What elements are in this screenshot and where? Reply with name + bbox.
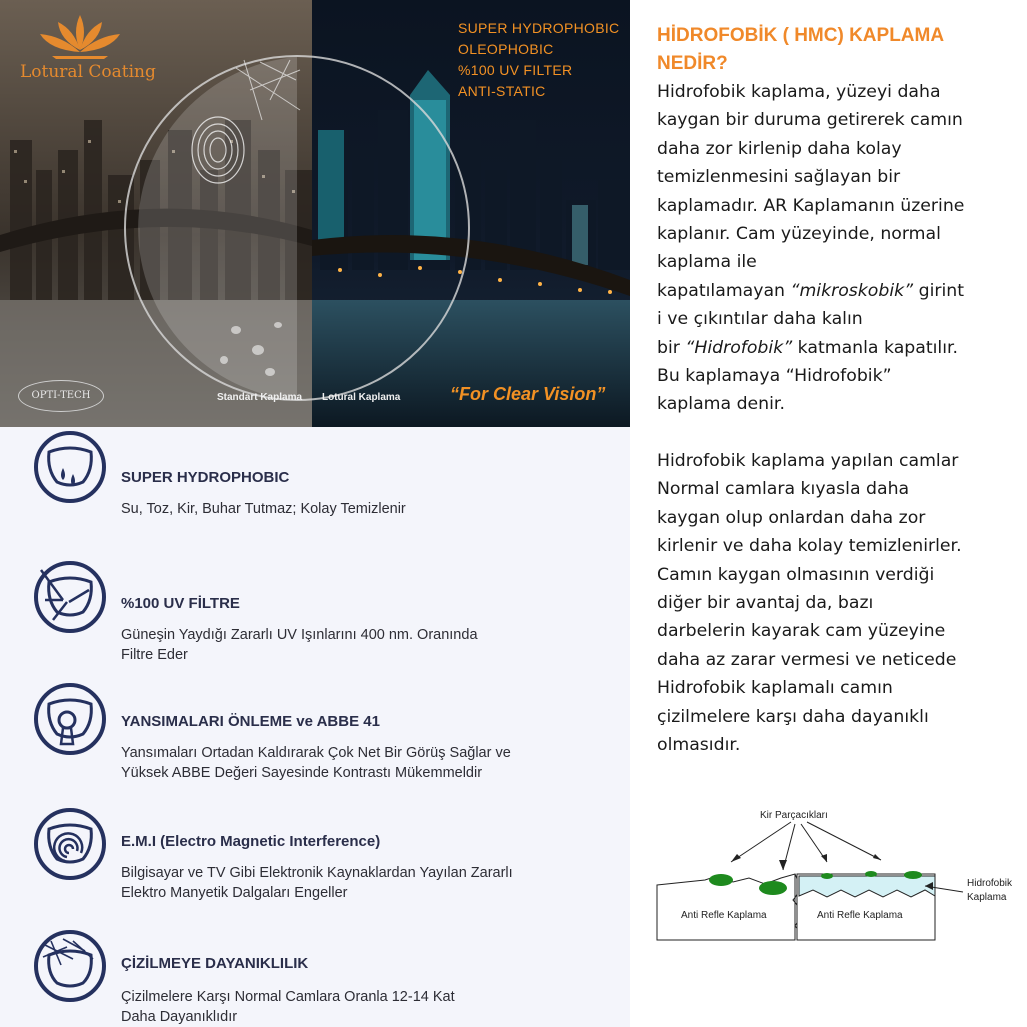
scratch-lens-icon	[33, 929, 107, 1003]
benefit-title: E.M.I (Electro Magnetic Interference)	[121, 833, 381, 850]
benefit-description: Çizilmelere Karşı Normal Camlara Oranla 12-14 Kat Daha Dayanıklıdır	[121, 989, 455, 1025]
product-banner	[0, 0, 630, 427]
lotural-coating-label: Lotural Kaplama	[322, 392, 401, 403]
benefits-list	[0, 427, 630, 1027]
hydrophobic-label-line1: Hidrofobik	[967, 878, 1013, 889]
opti-tech-logo: OPTI-TECH	[18, 380, 104, 412]
benefit-title: YANSIMALARI ÖNLEME ve ABBE 41	[121, 713, 380, 730]
standard-coating-label: Standart Kaplama	[217, 392, 303, 403]
ar-coating-label-left: Anti Refle Kaplama	[681, 910, 767, 921]
banner-feature: OLEOPHOBIC	[458, 41, 554, 57]
dirt-particles-label: Kir Parçacıkları	[760, 810, 828, 821]
banner-feature-list	[458, 18, 619, 102]
benefit-item	[0, 667, 630, 782]
article-title: HİDROFOBİK ( HMC) KAPLAMA NEDİR?	[657, 25, 945, 74]
benefit-description: Yansımaları Ortadan Kaldırarak Çok Net Bir Görüş Sağlar ve Yüksek ABBE Değeri Sayesinde Kontrastı Mükemmeldir	[121, 745, 511, 781]
banner-feature: ANTI-STATIC	[458, 83, 546, 99]
benefit-description: Bilgisayar ve TV Gibi Elektronik Kaynaklardan Yayılan Zararlı Elektro Manyetik Dalgaları Engeller	[121, 865, 513, 901]
benefit-title: SUPER HYDROPHOBIC	[121, 469, 290, 486]
emi-wave-lens-icon	[33, 807, 107, 881]
banner-feature: SUPER HYDROPHOBIC	[458, 20, 620, 36]
benefit-item	[0, 427, 630, 542]
article	[657, 22, 1017, 759]
water-drop-lens-icon	[33, 430, 107, 504]
article-paragraph-1: Hidrofobik kaplama, yüzeyi daha kaygan bir duruma getirerek camın daha zor kirlenip daha kolay temizlenmesini sağlayan bir kaplamadır. AR Kaplamanın üzerine kaplanır. Cam yüzeyinde, normal kaplama ile kapatılamayan “mikroskobik” girint i ve çıkıntılar daha kalın bir “Hidrofobik” katmanla kapatılır. Bu kaplamaya “Hidrofobik” kaplama denir.	[657, 82, 965, 415]
brand-name: Lotural Coating	[20, 62, 156, 82]
eye-lens-icon	[33, 682, 107, 756]
article-paragraph-2: Hidrofobik kaplama yapılan camlar Normal camlara kıyasla daha kaygan olup onlardan daha zor kirlenir ve daha kolay temizlenirler. Camın kaygan olmasının verdiği diğer bir avantaj da, bazı darbelerin kayarak cam yüzeyine daha az zarar vermesi ve neticede Hidrofobik kaplamalı camın çizilmelere karşı daha dayanıklı olmasıdır.	[657, 450, 962, 755]
hydrophobic-label-line2: Kaplama	[967, 892, 1007, 903]
benefit-description: Su, Toz, Kir, Buhar Tutmaz; Kolay Temizlenir	[121, 501, 406, 517]
benefit-item	[0, 787, 630, 902]
benefit-title: %100 UV FİLTRE	[121, 595, 240, 612]
benefit-description: Güneşin Yaydığı Zararlı UV Işınlarını 400 nm. Oranında Filtre Eder	[121, 627, 478, 663]
banner-feature: %100 UV FILTER	[458, 62, 573, 78]
benefit-item	[0, 907, 630, 1025]
banner-tagline: “For Clear Vision”	[450, 384, 606, 404]
benefit-item	[0, 547, 630, 662]
ar-coating-label-right: Anti Refle Kaplama	[817, 910, 903, 921]
hydrophobic-coating-diagram	[645, 800, 1020, 960]
uv-shield-lens-icon	[33, 560, 107, 634]
benefit-title: ÇİZİLMEYE DAYANIKLILIK	[121, 955, 309, 972]
